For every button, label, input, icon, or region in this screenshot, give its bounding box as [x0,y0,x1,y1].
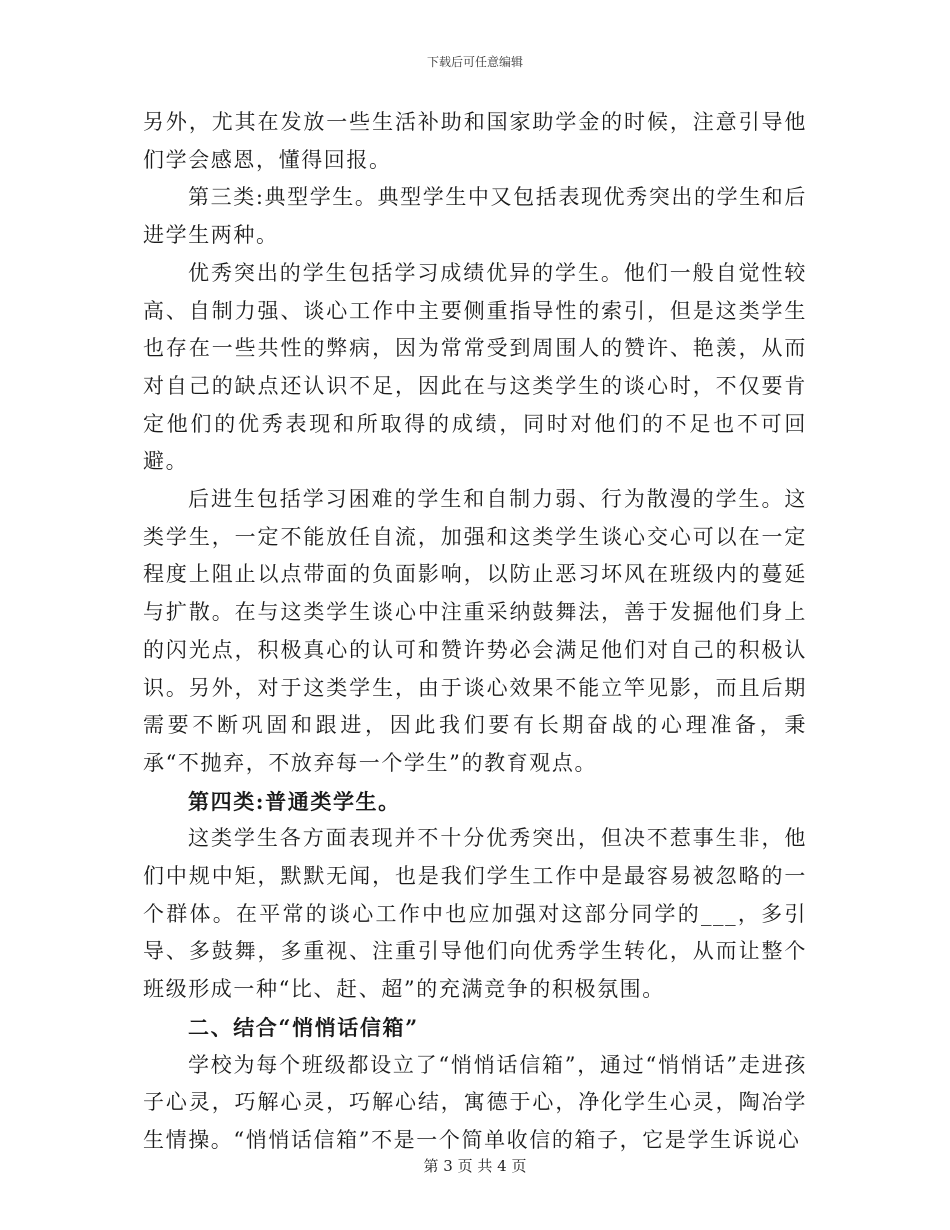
page-header: 下载后可任意编辑 [426,55,523,69]
paragraph-type-three: 第三类:典型学生。典型学生中又包括表现优秀突出的学生和后进学生两种。 [143,185,807,248]
heading-whisper-mailbox: 二、结合“悄悄话信箱” [188,1014,419,1040]
paragraph-whisper-mailbox: 学校为每个班级都设立了“悄悄话信箱”，通过“悄悄话”走进孩子心灵，巧解心灵，巧解心结，寓德于心，净化学生心灵，陶冶学生情操。“悄悄话信箱”不是一个简单收信的箱子，它是学生诉说心 [143,1052,807,1152]
document-body [143,104,807,1160]
page-footer: 第 3 页 共 4 页 [423,1157,527,1175]
heading-type-four: 第四类:普通类学生。 [188,788,401,814]
paragraph-ordinary-students: 这类学生各方面表现并不十分优秀突出，但决不惹事生非，他们中规中矩，默默无闻，也是我们学生工作中是最容易被忽略的一个群体。在平常的谈心工作中也应加强对这部分同学的___，多引导、多鼓舞，多重视、注重引导他们向优秀学生转化，从而让整个班级形成一种“比、赶、超”的充满竞争的积极氛围。 [143,826,807,1002]
paragraph-lagging-students: 后进生包括学习困难的学生和自制力弱、行为散漫的学生。这类学生，一定不能放任自流，加强和这类学生谈心交心可以在一定程度上阻止以点带面的负面影响，以防止恶习坏风在班级内的蔓延与扩散。在与这类学生谈心中注重采纳鼓舞法，善于发掘他们身上的闪光点，积极真心的认可和赞许势必会满足他们对自己的积极认识。另外，对于这类学生，由于谈心效果不能立竿见影，而且后期需要不断巩固和跟进，因此我们要有长期奋战的心理准备，秉承“不抛弃，不放弃每一个学生”的教育观点。 [143,487,807,775]
paragraph-gratitude: 另外，尤其在发放一些生活补助和国家助学金的时候，注意引导他们学会感恩，懂得回报。 [143,110,807,172]
paragraph-excellent-students: 优秀突出的学生包括学习成绩优异的学生。他们一般自觉性较高、自制力强、谈心工作中主要侧重指导性的索引，但是这类学生也存在一些共性的弊病，因为常常受到周围人的赞许、艳羡，从而对自己的缺点还认识不足，因此在与这类学生的谈心时，不仅要肯定他们的优秀表现和所取得的成绩，同时对他们的不足也不可回避。 [143,260,807,474]
